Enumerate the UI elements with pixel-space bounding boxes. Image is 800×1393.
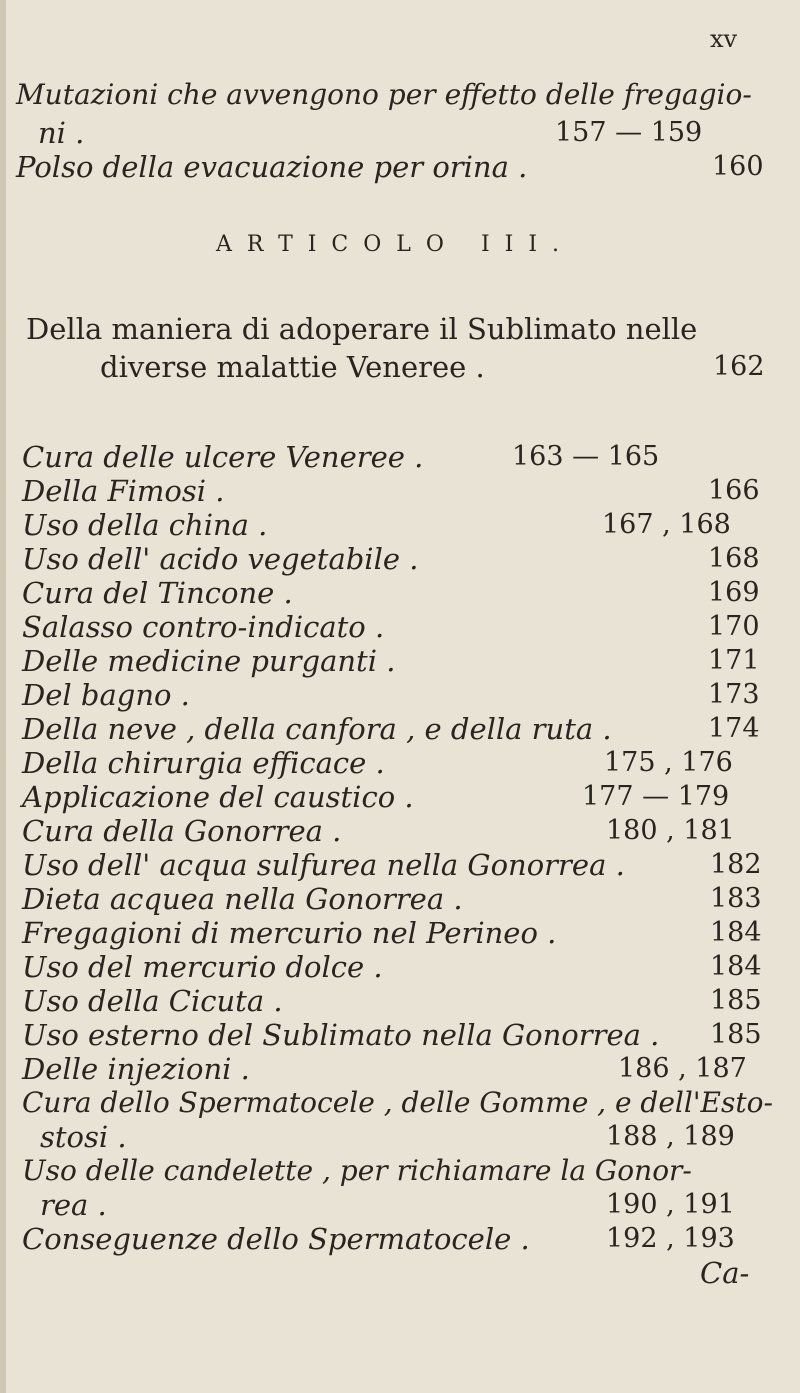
index-entry-text: Uso dell' acido vegetabile . (22, 542, 419, 576)
article-intro-pages: 162 (713, 351, 765, 382)
index-entry-pages: 192 , 193 (606, 1223, 735, 1254)
index-entry-text: Cura delle ulcere Veneree . (22, 440, 424, 474)
index-entry-continuation: rea . (40, 1188, 107, 1222)
index-entry-pages: 157 — 159 (555, 117, 703, 148)
index-entry-text: Uso dell' acqua sulfurea nella Gonorrea . (22, 848, 625, 882)
index-entry-text: Cura dello Spermatocele , delle Gomme , e dell'Esto- (22, 1086, 773, 1119)
catchword: Ca- (700, 1256, 750, 1290)
index-entry-text: Mutazioni che avvengono per effetto delle fregagio- (16, 78, 752, 111)
article-intro-line2: diverse malattie Veneree . (100, 350, 485, 384)
index-entry-pages: 177 — 179 (582, 781, 730, 812)
index-entry-pages: 170 (708, 611, 760, 642)
index-entry-text: Delle injezioni . (22, 1052, 250, 1086)
index-entry-pages: 185 (710, 985, 762, 1016)
index-entry-pages: 163 — 165 (512, 441, 660, 472)
index-entry-pages: 182 (710, 849, 762, 880)
index-entry-continuation: stosi . (40, 1120, 127, 1154)
index-entry-text: Uso del mercurio dolce . (22, 950, 383, 984)
index-entry-pages: 173 (708, 679, 760, 710)
index-entry-text: Delle medicine purganti . (22, 644, 396, 678)
index-entry-text: Del bagno . (22, 678, 190, 712)
index-entry-pages: 171 (708, 645, 760, 676)
index-entry-text: Fregagioni di mercurio nel Perineo . (22, 916, 557, 950)
index-entry-text: Uso delle candelette , per richiamare la Gonor- (22, 1154, 692, 1187)
index-entry-text: Della Fimosi . (22, 474, 225, 508)
index-entry-text: Conseguenze dello Spermatocele . (22, 1222, 530, 1256)
index-entry-pages: 168 (708, 543, 760, 574)
index-entry-pages: 169 (708, 577, 760, 608)
index-entry-text: Uso esterno del Sublimato nella Gonorrea . (22, 1018, 660, 1052)
index-entry-pages: 180 , 181 (606, 815, 735, 846)
index-entry-pages: 166 (708, 475, 760, 506)
index-entry-text: Uso della Cicuta . (22, 984, 283, 1018)
article-heading: ARTICOLO III. (216, 232, 575, 257)
index-entry-pages: 190 , 191 (606, 1189, 735, 1220)
index-entry-pages: 174 (708, 713, 760, 744)
index-entry-text: Della chirurgia efficace . (22, 746, 385, 780)
index-entry-text: Cura del Tincone . (22, 576, 293, 610)
index-entry-pages: 175 , 176 (604, 747, 733, 778)
index-entry-pages: 183 (710, 883, 762, 914)
index-entry-text: Uso della china . (22, 508, 268, 542)
page-edge (0, 0, 6, 1393)
article-intro-line1: Della maniera di adoperare il Sublimato nelle (26, 312, 698, 346)
index-entry-pages: 185 (710, 1019, 762, 1050)
index-entry-text: Polso della evacuazione per orina . (16, 150, 528, 184)
index-entry-pages: 188 , 189 (606, 1121, 735, 1152)
index-entry-pages: 160 (712, 151, 764, 182)
index-entry-continuation: ni . (38, 116, 85, 150)
index-entry-pages: 167 , 168 (602, 509, 731, 540)
index-entry-text: Dieta acquea nella Gonorrea . (22, 882, 463, 916)
index-entry-text: Della neve , della canfora , e della ruta . (22, 712, 612, 746)
index-entry-pages: 184 (710, 951, 762, 982)
page-number: xv (710, 25, 738, 53)
index-entry-text: Applicazione del caustico . (22, 780, 414, 814)
index-entry-pages: 186 , 187 (618, 1053, 747, 1084)
index-entry-pages: 184 (710, 917, 762, 948)
index-entry-text: Salasso contro-indicato . (22, 610, 385, 644)
index-entry-text: Cura della Gonorrea . (22, 814, 342, 848)
